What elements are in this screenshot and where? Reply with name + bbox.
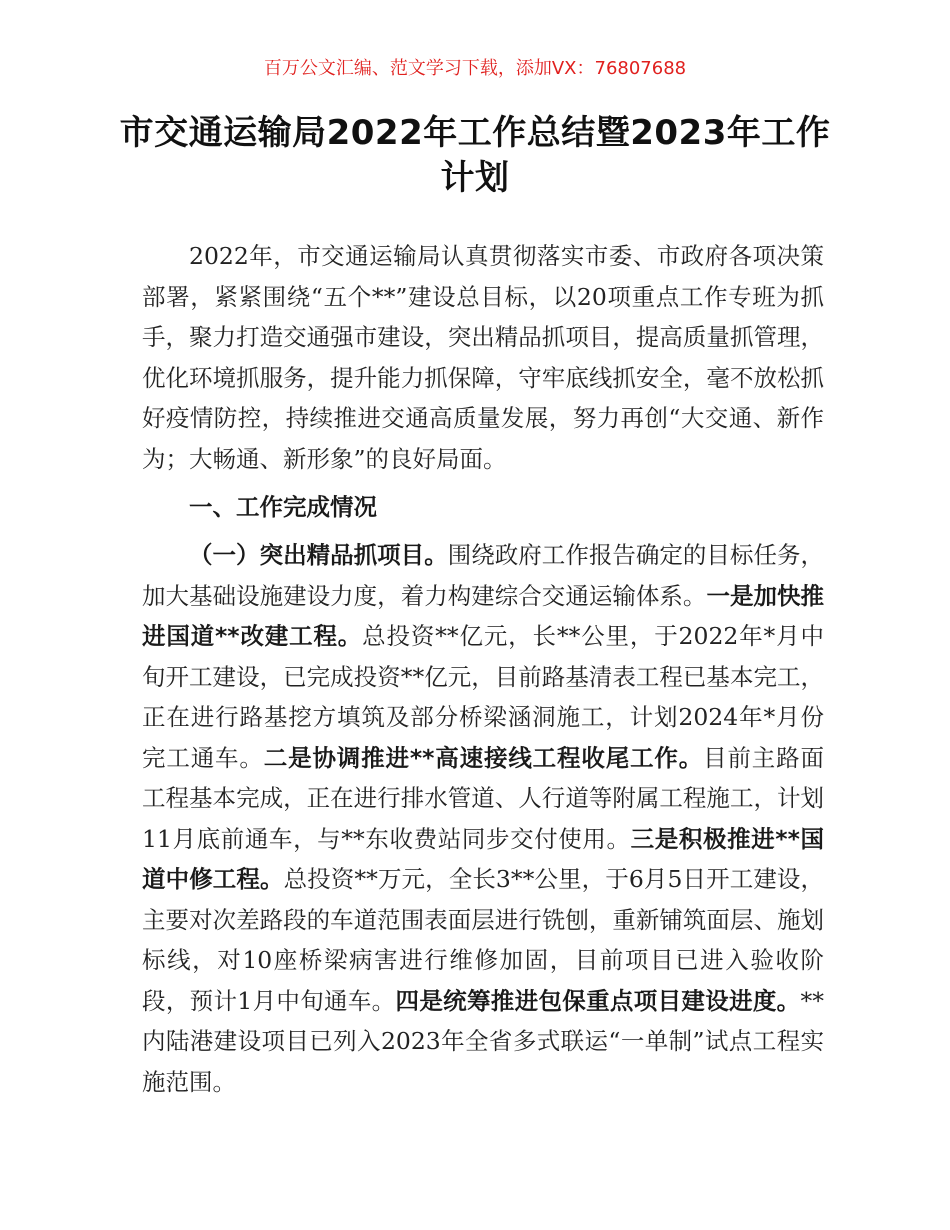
item-text-3: 总投资**万元，全长3**公里，于6月5日开工建设，主要对次差路段的车道范围表面层进行铣刨，重新铺筑面层、施划标线，对10座桥梁病害进行维修加固，目前项目已进入验收阶段，预计1月中旬通车。 [142,865,825,1015]
document-title: 市交通运输局2022年工作总结暨2023年工作计划 [119,113,831,198]
watermark-text: 百万公文汇编、范文学习下载，添加VX：76807688 [263,58,687,79]
subsection-lead: （一）突出精品抓项目。 [189,541,448,569]
item-heading-3: 三是积极推进**国道中修工程。 [142,824,824,893]
item-heading-1: 一是加快推进国道**改建工程。 [142,581,825,650]
subsection-text-1: 围绕政府工作报告确定的目标任务，加大基础设施建设力度，着力构建综合交通运输体系。 [142,541,825,610]
intro-paragraph: 2022年，市交通运输局认真贯彻落实市委、市政府各项决策部署，紧紧围绕“五个**”建设总目标，以20项重点工作专班为抓手，聚力打造交通强市建设，突出精品抓项目，提高质量抓管理，优化环境抓服务，提升能力抓保障，守牢底线抓安全，毫不放松抓好疫情防控，持续推进交通高质量发展，努力再创“大交通、新作为；大畅通、新形象”的良好局面。 [142,242,824,473]
section-heading-1: 一、工作完成情况 [189,493,377,521]
item-heading-2: 二是协调推进**高速接线工程收尾工作。 [263,743,704,772]
item-text-1: 总投资**亿元，长**公里，于2022年*月中旬开工建设，已完成投资**亿元，目前路基清表工程已基本完工，正在进行路基挖方填筑及部分桥梁涵洞施工，计划2024年*月份完工通车。 [142,622,824,772]
item-heading-4: 四是统筹推进包保重点项目建设进度。 [395,986,801,1015]
subsection-paragraph-1 [142,535,824,1102]
document-body [142,236,824,1102]
item-text-4: **内陆港建设项目已列入2023年全省多式联运“一单制”试点工程实施范围。 [142,986,825,1096]
item-text-2: 目前主路面工程基本完成，正在进行排水管道、人行道等附属工程施工，计划11月底前通车，与**东收费站同步交付使用。 [142,743,825,853]
